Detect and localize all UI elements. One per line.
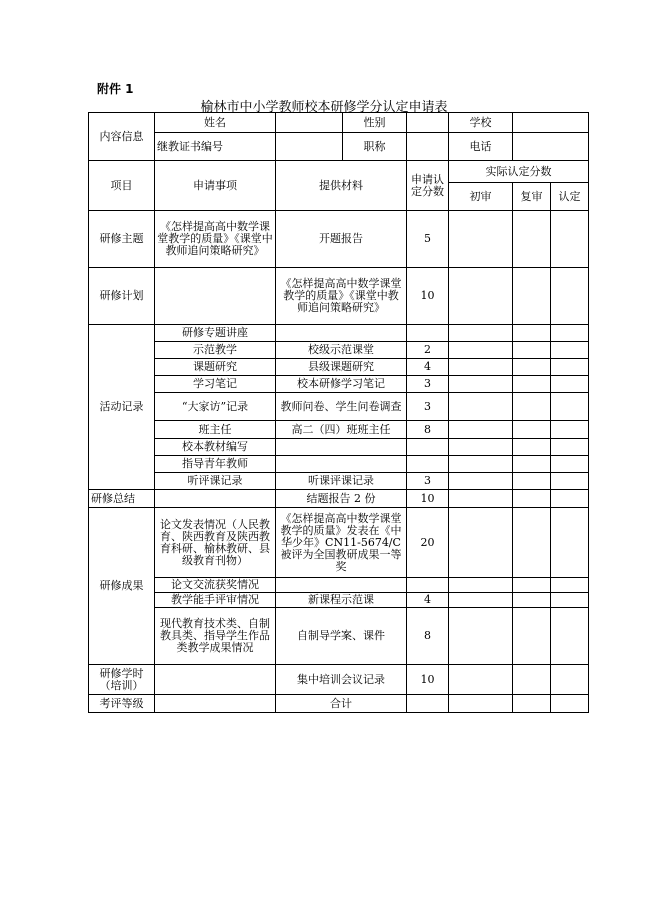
results-row (89, 578, 589, 593)
item-header: 项目 (89, 161, 155, 211)
activity-row (89, 421, 589, 439)
activity-item: “大家访”记录 (155, 393, 276, 421)
results-review[interactable] (513, 578, 551, 593)
phone-value[interactable] (513, 133, 589, 161)
cert-label: 继教证书编号 (155, 133, 276, 161)
school-label: 学校 (449, 113, 513, 133)
results-row (89, 608, 589, 665)
theme-first[interactable] (449, 211, 513, 268)
activity-review[interactable] (513, 342, 551, 359)
activity-item: 学习笔记 (155, 376, 276, 393)
activity-materials (276, 456, 407, 473)
plan-review[interactable] (513, 268, 551, 325)
professional-title-value[interactable] (407, 133, 449, 161)
activity-confirm[interactable] (551, 393, 589, 421)
theme-row (89, 211, 589, 268)
activity-credits (407, 456, 449, 473)
hours-review[interactable] (513, 665, 551, 695)
activity-first[interactable] (449, 342, 513, 359)
activity-review[interactable] (513, 473, 551, 490)
results-row (89, 508, 589, 578)
results-review[interactable] (513, 608, 551, 665)
activity-credits (407, 439, 449, 456)
activity-row (89, 342, 589, 359)
activity-review[interactable] (513, 456, 551, 473)
school-value[interactable] (513, 113, 589, 133)
activity-first[interactable] (449, 393, 513, 421)
activity-review[interactable] (513, 325, 551, 342)
activity-row (89, 473, 589, 490)
activity-label: 活动记录 (89, 325, 155, 490)
activity-first[interactable] (449, 359, 513, 376)
summary-review[interactable] (513, 490, 551, 508)
activity-row (89, 376, 589, 393)
header-row-1 (89, 161, 589, 183)
results-credits: 20 (407, 508, 449, 578)
activity-item: 示范教学 (155, 342, 276, 359)
results-item: 论文发表情况（人民教育、陕西教育及陕西教育科研、榆林教研、县级教育刊物） (155, 508, 276, 578)
evaluation-label: 考评等级 (89, 695, 155, 713)
activity-credits: 2 (407, 342, 449, 359)
application-header: 申请事项 (155, 161, 276, 211)
theme-credits: 5 (407, 211, 449, 268)
name-label: 姓名 (155, 113, 276, 133)
hours-application (155, 665, 276, 695)
activity-row (89, 359, 589, 376)
total-review[interactable] (513, 695, 551, 713)
credits-header: 申请认定分数 (407, 161, 449, 211)
results-review[interactable] (513, 593, 551, 608)
name-value[interactable] (276, 113, 343, 133)
summary-row (89, 490, 589, 508)
gender-label: 性别 (343, 113, 407, 133)
activity-first[interactable] (449, 421, 513, 439)
activity-credits: 3 (407, 393, 449, 421)
results-item: 教学能手评审情况 (155, 593, 276, 608)
hours-label: 研修学时（培训） (89, 665, 155, 695)
results-confirm[interactable] (551, 593, 589, 608)
activity-confirm[interactable] (551, 456, 589, 473)
results-item: 现代教育技术类、自制教具类、指导学生作品类教学成果情况 (155, 608, 276, 665)
results-label: 研修成果 (89, 508, 155, 665)
total-confirm[interactable] (551, 695, 589, 713)
second-review-header: 复审 (513, 183, 551, 211)
info-row-1 (89, 113, 589, 133)
results-credits (407, 578, 449, 593)
activity-first[interactable] (449, 473, 513, 490)
activity-review[interactable] (513, 393, 551, 421)
results-first[interactable] (449, 508, 513, 578)
plan-first[interactable] (449, 268, 513, 325)
activity-row (89, 456, 589, 473)
activity-item: 课题研究 (155, 359, 276, 376)
results-materials: 自制导学案、课件 (276, 608, 407, 665)
activity-confirm[interactable] (551, 376, 589, 393)
theme-confirm[interactable] (551, 211, 589, 268)
summary-confirm[interactable] (551, 490, 589, 508)
results-materials: 《怎样提高高中数学课堂教学的质量》发表在《中华少年》CN11-5674/C 被评为全国教研成果一等奖 (276, 508, 407, 578)
activity-credits: 3 (407, 473, 449, 490)
activity-materials (276, 325, 407, 342)
phone-label: 电话 (449, 133, 513, 161)
results-first[interactable] (449, 593, 513, 608)
confirm-header: 认定 (551, 183, 589, 211)
activity-item: 听评课记录 (155, 473, 276, 490)
cert-value[interactable] (276, 133, 343, 161)
activity-first[interactable] (449, 439, 513, 456)
total-label: 合计 (276, 695, 407, 713)
activity-review[interactable] (513, 439, 551, 456)
activity-credits: 8 (407, 421, 449, 439)
summary-application (155, 490, 276, 508)
summary-materials: 结题报告 2 份 (276, 490, 407, 508)
activity-confirm[interactable] (551, 359, 589, 376)
results-credits: 8 (407, 608, 449, 665)
total-credits[interactable] (407, 695, 449, 713)
summary-credits: 10 (407, 490, 449, 508)
results-row (89, 593, 589, 608)
activity-confirm[interactable] (551, 342, 589, 359)
activity-row (89, 439, 589, 456)
plan-application (155, 268, 276, 325)
activity-confirm[interactable] (551, 473, 589, 490)
activity-item: 研修专题讲座 (155, 325, 276, 342)
activity-materials (276, 439, 407, 456)
results-materials: 新课程示范课 (276, 593, 407, 608)
activity-review[interactable] (513, 376, 551, 393)
activity-confirm[interactable] (551, 421, 589, 439)
results-first[interactable] (449, 608, 513, 665)
results-confirm[interactable] (551, 578, 589, 593)
plan-confirm[interactable] (551, 268, 589, 325)
activity-item: 班主任 (155, 421, 276, 439)
activity-confirm[interactable] (551, 325, 589, 342)
evaluation-row (89, 695, 589, 713)
plan-materials: 《怎样提高高中数学课堂教学的质量》《课堂中教师追问策略研究》 (276, 268, 407, 325)
activity-review[interactable] (513, 359, 551, 376)
plan-row (89, 268, 589, 325)
activity-first[interactable] (449, 325, 513, 342)
form-title: 榆林市中小学教师校本研修学分认定申请表 (200, 100, 448, 115)
materials-header: 提供材料 (276, 161, 407, 211)
results-credits: 4 (407, 593, 449, 608)
results-review[interactable] (513, 508, 551, 578)
activity-credits (407, 325, 449, 342)
activity-confirm[interactable] (551, 439, 589, 456)
plan-label: 研修计划 (89, 268, 155, 325)
results-item: 论文交流获奖情况 (155, 578, 276, 593)
total-first[interactable] (449, 695, 513, 713)
results-confirm[interactable] (551, 608, 589, 665)
gender-value[interactable] (407, 113, 449, 133)
activity-item: 指导青年教师 (155, 456, 276, 473)
info-row-2 (89, 133, 589, 161)
summary-label: 研修总结 (89, 490, 155, 508)
activity-materials: 高二（四）班班主任 (276, 421, 407, 439)
activity-review[interactable] (513, 421, 551, 439)
hours-row (89, 665, 589, 695)
theme-label: 研修主题 (89, 211, 155, 268)
hours-materials: 集中培训会议记录 (276, 665, 407, 695)
theme-review[interactable] (513, 211, 551, 268)
attachment-label: 附件 1 (97, 82, 134, 96)
activity-first[interactable] (449, 456, 513, 473)
professional-title-label: 职称 (343, 133, 407, 161)
activity-materials: 校本研修学习笔记 (276, 376, 407, 393)
actual-credits-header: 实际认定分数 (449, 161, 589, 183)
activity-row (89, 393, 589, 421)
results-materials (276, 578, 407, 593)
activity-materials: 县级课题研究 (276, 359, 407, 376)
theme-materials: 开题报告 (276, 211, 407, 268)
theme-application: 《怎样提高高中数学课堂教学的质量》《课堂中教师追问策略研究》 (155, 211, 276, 268)
application-form-table (88, 112, 589, 713)
activity-credits: 4 (407, 359, 449, 376)
hours-first[interactable] (449, 665, 513, 695)
activity-materials: 教师问卷、学生问卷调查 (276, 393, 407, 421)
info-section-label: 内容信息 (89, 113, 155, 161)
results-first[interactable] (449, 578, 513, 593)
summary-first[interactable] (449, 490, 513, 508)
hours-credits: 10 (407, 665, 449, 695)
plan-credits: 10 (407, 268, 449, 325)
activity-credits: 3 (407, 376, 449, 393)
hours-confirm[interactable] (551, 665, 589, 695)
activity-item: 校本教材编写 (155, 439, 276, 456)
evaluation-value[interactable] (155, 695, 276, 713)
activity-materials: 校级示范课堂 (276, 342, 407, 359)
results-confirm[interactable] (551, 508, 589, 578)
activity-row (89, 325, 589, 342)
activity-materials: 听课评课记录 (276, 473, 407, 490)
activity-first[interactable] (449, 376, 513, 393)
first-review-header: 初审 (449, 183, 513, 211)
